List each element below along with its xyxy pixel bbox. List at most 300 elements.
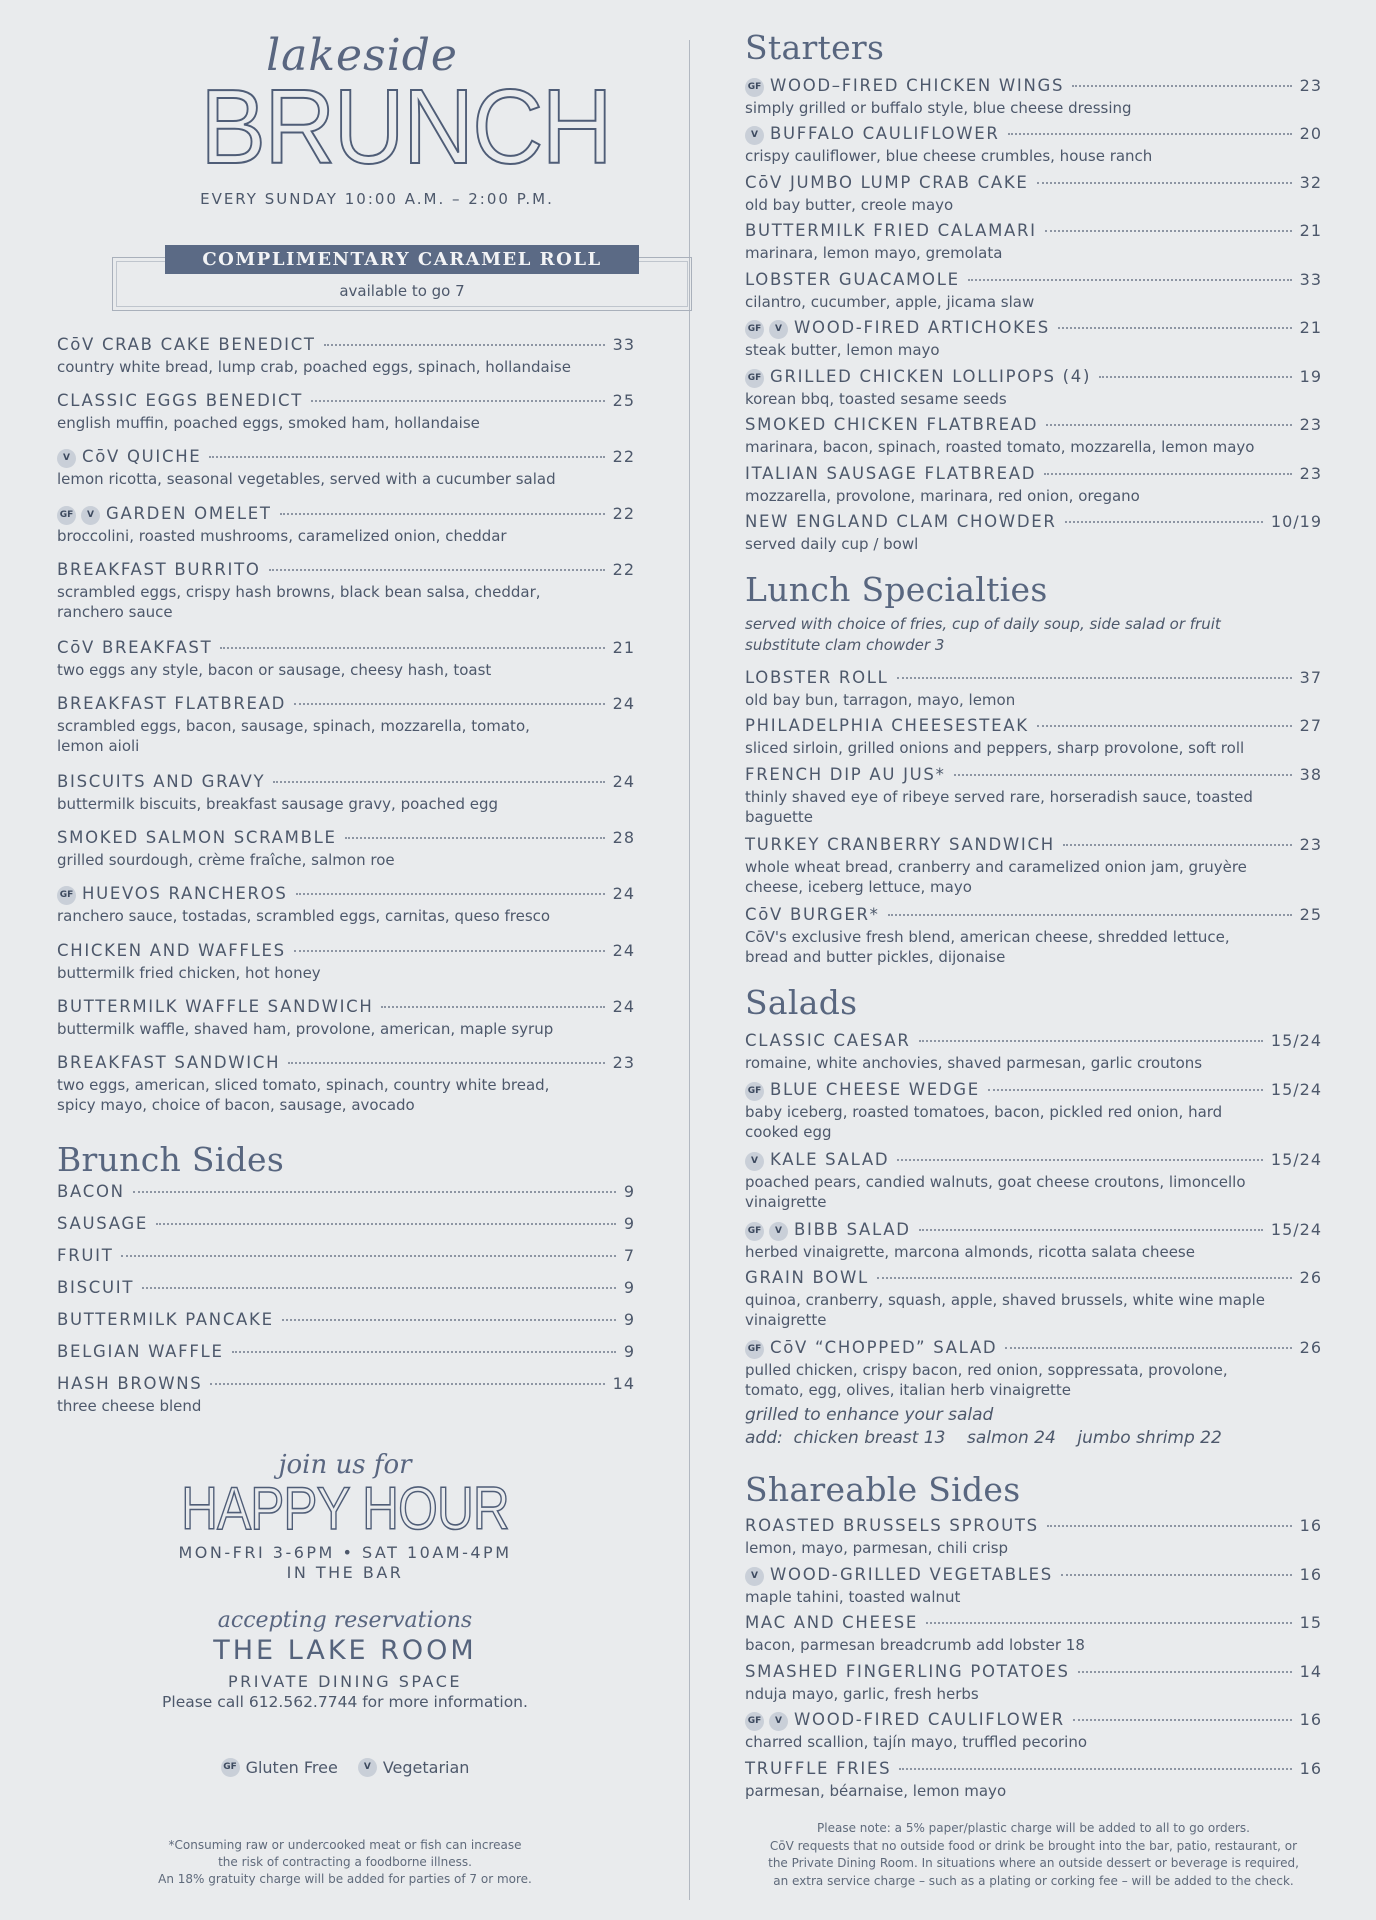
menu-item-hash-browns xyxy=(57,1374,635,1416)
menu-item-row xyxy=(745,835,1322,857)
menu-item-name: CōV BURGER* xyxy=(745,905,880,924)
menu-item-c-v-crab-cake-benedict xyxy=(57,335,635,377)
menu-item-price: 25 xyxy=(612,391,635,410)
menu-item-row xyxy=(745,1268,1322,1290)
menu-item-fruit xyxy=(57,1246,635,1268)
lunch-note: served with choice of fries, cup of daily soup, side salad or fruit substitute clam chowder 3 xyxy=(745,615,1221,654)
menu-item-biscuit xyxy=(57,1278,635,1300)
dot-leader xyxy=(210,1383,604,1385)
dietary-badges xyxy=(745,1342,764,1361)
menu-item-row xyxy=(745,124,1322,146)
menu-item-name: CōV “CHOPPED” SALAD xyxy=(770,1338,998,1357)
menu-item-name: HASH BROWNS xyxy=(57,1374,203,1393)
menu-item-name: BLUE CHEESE WEDGE xyxy=(770,1080,980,1099)
menu-item-row xyxy=(745,318,1322,340)
menu-item-row xyxy=(57,1053,635,1075)
dot-leader xyxy=(919,1040,1263,1042)
disclaimer-line: the Private Dining Room. In situations where an outside dessert or beverage is required, xyxy=(768,1856,1299,1870)
menu-item-price: 20 xyxy=(1299,124,1322,143)
dietary-badges xyxy=(745,1714,788,1733)
menu-item-row xyxy=(57,335,635,357)
menu-item-price: 23 xyxy=(1299,464,1322,483)
menu-item-description: grilled sourdough, crème fraîche, salmon roe xyxy=(57,851,395,869)
menu-item-price: 14 xyxy=(612,1374,635,1393)
gluten-free-icon: GF xyxy=(745,1340,764,1359)
menu-item-description: herbed vinaigrette, marcona almonds, ricotta salata cheese xyxy=(745,1243,1195,1261)
menu-item-row xyxy=(745,716,1322,738)
menu-item-name: SMOKED SALMON SCRAMBLE xyxy=(57,828,337,847)
menu-item-name: MAC AND CHEESE xyxy=(745,1613,919,1632)
menu-item-row xyxy=(745,1613,1322,1635)
dot-leader xyxy=(142,1287,616,1289)
dietary-badges xyxy=(745,1154,764,1173)
menu-item-price: 38 xyxy=(1299,765,1322,784)
dot-leader xyxy=(899,1768,1291,1770)
menu-item-description: scrambled eggs, crispy hash browns, black bean salsa, cheddar, ranchero sauce xyxy=(57,583,541,621)
gluten-free-icon: GF xyxy=(745,1222,764,1241)
menu-item-name: SMOKED CHICKEN FLATBREAD xyxy=(745,415,1039,434)
menu-item-row xyxy=(745,1220,1322,1242)
menu-item-grilled-chicken-lollipops-4 xyxy=(745,367,1322,409)
dot-leader xyxy=(273,781,604,783)
menu-item-price: 16 xyxy=(1299,1710,1322,1729)
menu-item-row xyxy=(745,1565,1322,1587)
gluten-free-icon: GF xyxy=(221,1758,240,1777)
menu-item-price: 32 xyxy=(1299,173,1322,192)
menu-item-price: 24 xyxy=(612,694,635,713)
menu-item-name: TRUFFLE FRIES xyxy=(745,1759,892,1778)
menu-item-price: 21 xyxy=(1299,221,1322,240)
menu-item-name: WOOD-FIRED CAULIFLOWER xyxy=(794,1710,1065,1729)
menu-item-row xyxy=(745,1080,1322,1102)
dietary-badges xyxy=(745,1569,764,1588)
menu-item-name: FRENCH DIP AU JUS* xyxy=(745,765,946,784)
menu-item-row xyxy=(57,560,635,582)
menu-item-description: buttermilk biscuits, breakfast sausage gravy, poached egg xyxy=(57,795,499,813)
menu-item-description: ranchero sauce, tostadas, scrambled eggs, carnitas, queso fresco xyxy=(57,907,551,925)
menu-item-huevos-rancheros xyxy=(57,884,635,926)
menu-item-price: 24 xyxy=(612,884,635,903)
menu-item-blue-cheese-wedge xyxy=(745,1080,1322,1142)
menu-item-description: broccolini, roasted mushrooms, caramelized onion, cheddar xyxy=(57,527,507,545)
menu-item-description: lemon, mayo, parmesan, chili crisp xyxy=(745,1539,1009,1557)
menu-item-row xyxy=(57,828,635,850)
menu-item-price: 9 xyxy=(623,1278,635,1297)
dot-leader xyxy=(1061,1574,1292,1576)
dot-leader xyxy=(897,1159,1263,1161)
menu-item-row xyxy=(57,447,635,469)
menu-item-price: 15/24 xyxy=(1270,1031,1322,1050)
menu-item-price: 23 xyxy=(1299,76,1322,95)
dot-leader xyxy=(288,1062,604,1064)
menu-item-price: 23 xyxy=(612,1053,635,1072)
dot-leader xyxy=(294,703,605,705)
menu-item-sausage xyxy=(57,1214,635,1236)
menu-item-name: TURKEY CRANBERRY SANDWICH xyxy=(745,835,1055,854)
menu-item-description: buttermilk fried chicken, hot honey xyxy=(57,964,321,982)
menu-item-description: two eggs any style, bacon or sausage, cheesy hash, toast xyxy=(57,661,492,679)
vegetarian-icon: V xyxy=(57,449,76,468)
menu-item-description: two eggs, american, sliced tomato, spinach, country white bread, spicy mayo, choice of bacon, sausage, avocado xyxy=(57,1076,550,1114)
menu-item-kale-salad xyxy=(745,1150,1322,1212)
menu-item-price: 9 xyxy=(623,1310,635,1329)
caramel-roll-box xyxy=(112,249,692,311)
menu-item-bibb-salad xyxy=(745,1220,1322,1262)
menu-item-description: baby iceberg, roasted tomatoes, bacon, pickled red onion, hard cooked egg xyxy=(745,1103,1223,1141)
dot-leader xyxy=(1065,521,1263,523)
dot-leader xyxy=(988,1089,1263,1091)
menu-item-name: BACON xyxy=(57,1182,125,1201)
menu-item-name: ITALIAN SAUSAGE FLATBREAD xyxy=(745,464,1037,483)
dietary-badges xyxy=(745,1224,788,1243)
dot-leader xyxy=(133,1191,616,1193)
vegetarian-icon: V xyxy=(769,320,788,339)
dot-leader xyxy=(345,837,605,839)
dot-leader xyxy=(968,279,1292,281)
disclaimer-line: An 18% gratuity charge will be added for parties of 7 or more. xyxy=(158,1872,532,1886)
menu-item-name: NEW ENGLAND CLAM CHOWDER xyxy=(745,512,1057,531)
section-title-brunch-sides: Brunch Sides xyxy=(57,1140,285,1179)
script-subtitle: lakeside xyxy=(266,30,458,81)
menu-item-wood-grilled-vegetables xyxy=(745,1565,1322,1607)
menu-item-row xyxy=(745,270,1322,292)
menu-item-name: BREAKFAST SANDWICH xyxy=(57,1053,281,1072)
menu-item-new-england-clam-chowder xyxy=(745,512,1322,554)
dot-leader xyxy=(877,1277,1292,1279)
dot-leader xyxy=(1045,230,1292,232)
caramel-roll-banner: COMPLIMENTARY CARAMEL ROLL xyxy=(165,245,639,274)
menu-item-row xyxy=(57,504,635,526)
menu-item-row xyxy=(745,221,1322,243)
menu-item-price: 24 xyxy=(612,772,635,791)
disclaimer-line: CōV requests that no outside food or drink be brought into the bar, patio, restaurant, or xyxy=(769,1838,1298,1853)
menu-item-c-v-quiche xyxy=(57,447,635,489)
menu-item-name: CōV JUMBO LUMP CRAB CAKE xyxy=(745,173,1029,192)
dot-leader xyxy=(1099,376,1291,378)
menu-item-biscuits-and-gravy xyxy=(57,772,635,814)
menu-item-breakfast-sandwich xyxy=(57,1053,635,1115)
menu-item-buttermilk-waffle-sandwich xyxy=(57,997,635,1039)
menu-item-description: poached pears, candied walnuts, goat cheese croutons, limoncello vinaigrette xyxy=(745,1173,1246,1211)
dot-leader xyxy=(1005,1347,1291,1349)
menu-item-description: simply grilled or buffalo style, blue cheese dressing xyxy=(745,99,1132,117)
menu-item-row xyxy=(57,772,635,794)
dot-leader xyxy=(888,914,1292,916)
caramel-roll-note: available to go 7 xyxy=(339,282,465,300)
menu-item-c-v-jumbo-lump-crab-cake xyxy=(745,173,1322,215)
menu-item-price: 15/24 xyxy=(1270,1150,1322,1169)
menu-item-price: 15/24 xyxy=(1270,1220,1322,1239)
menu-item-smashed-fingerling-potatoes xyxy=(745,1662,1322,1704)
menu-item-price: 33 xyxy=(612,335,635,354)
menu-item-roasted-brussels-sprouts xyxy=(745,1516,1322,1558)
menu-item-price: 21 xyxy=(1299,318,1322,337)
menu-item-wood-fired-chicken-wings xyxy=(745,76,1322,118)
menu-item-price: 26 xyxy=(1299,1268,1322,1287)
menu-item-price: 14 xyxy=(1299,1662,1322,1681)
menu-item-french-dip-au-jus xyxy=(745,765,1322,827)
menu-item-c-v-burger xyxy=(745,905,1322,967)
menu-item-row xyxy=(57,1342,635,1364)
menu-item-row xyxy=(745,905,1322,927)
disclaimer-line: the risk of contracting a foodborne illness. xyxy=(218,1855,472,1869)
dot-leader xyxy=(1072,85,1291,87)
menu-item-row xyxy=(745,367,1322,389)
gluten-free-icon: GF xyxy=(745,1712,764,1731)
happy-hour-title: HAPPY HOUR xyxy=(181,1475,509,1542)
menu-item-row xyxy=(57,694,635,716)
menu-item-price: 22 xyxy=(612,504,635,523)
menu-item-turkey-cranberry-sandwich xyxy=(745,835,1322,897)
section-title-starters: Starters xyxy=(745,28,885,67)
menu-item-description: whole wheat bread, cranberry and caramelized onion jam, gruyère cheese, iceberg lettuce, mayo xyxy=(745,858,1247,896)
menu-item-name: ROASTED BRUSSELS SPROUTS xyxy=(745,1516,1039,1535)
menu-item-price: 33 xyxy=(1299,270,1322,289)
menu-item-lobster-guacamole xyxy=(745,270,1322,312)
gluten-free-icon: GF xyxy=(57,506,76,525)
menu-item-buttermilk-fried-calamari xyxy=(745,221,1322,263)
dot-leader xyxy=(280,513,605,515)
vegetarian-label: Vegetarian xyxy=(382,1758,470,1777)
menu-item-name: BREAKFAST BURRITO xyxy=(57,560,261,579)
section-title-lunch: Lunch Specialties xyxy=(745,570,1048,609)
menu-item-row xyxy=(745,512,1322,534)
menu-item-bacon xyxy=(57,1182,635,1204)
menu-item-row xyxy=(57,1214,635,1236)
disclaimer-left xyxy=(100,1837,590,1888)
menu-item-price: 22 xyxy=(612,560,635,579)
dot-leader xyxy=(121,1255,615,1257)
menu-item-row xyxy=(745,1516,1322,1538)
vegetarian-icon: V xyxy=(769,1712,788,1731)
menu-item-description: quinoa, cranberry, squash, apple, shaved brussels, white wine maple vinaigrette xyxy=(745,1291,1265,1329)
dot-leader xyxy=(1078,1671,1292,1673)
dot-leader xyxy=(1063,844,1292,846)
column-divider xyxy=(689,40,690,1900)
happy-hour-script: join us for xyxy=(278,1450,412,1480)
menu-item-row xyxy=(57,638,635,660)
menu-item-row xyxy=(57,884,635,906)
salad-enhance-options: add: chicken breast 13 salmon 24 jumbo shrimp 22 xyxy=(745,1428,1222,1448)
dot-leader xyxy=(1008,133,1292,135)
menu-item-philadelphia-cheesesteak xyxy=(745,716,1322,758)
dot-leader xyxy=(926,1622,1292,1624)
menu-item-chicken-and-waffles xyxy=(57,941,635,983)
menu-item-price: 19 xyxy=(1299,367,1322,386)
menu-item-name: CLASSIC CAESAR xyxy=(745,1031,911,1050)
dot-leader xyxy=(1037,182,1292,184)
menu-item-name: GRILLED CHICKEN LOLLIPOPS (4) xyxy=(770,367,1092,386)
gluten-free-icon: GF xyxy=(745,1082,764,1101)
menu-item-price: 24 xyxy=(612,997,635,1016)
menu-item-price: 16 xyxy=(1299,1565,1322,1584)
disclaimer-line: Please note: a 5% paper/plastic charge will be added to all to go orders. xyxy=(817,1821,1250,1835)
lake-room-subtitle: PRIVATE DINING SPACE xyxy=(228,1672,462,1691)
dot-leader xyxy=(282,1319,616,1321)
menu-item-row xyxy=(57,1182,635,1204)
menu-item-description: steak butter, lemon mayo xyxy=(745,341,940,359)
menu-item-description: thinly shaved eye of ribeye served rare, horseradish sauce, toasted baguette xyxy=(745,788,1253,826)
brunch-hours: EVERY SUNDAY 10:00 A.M. – 2:00 P.M. xyxy=(200,190,554,208)
menu-item-row xyxy=(57,997,635,1019)
menu-item-price: 16 xyxy=(1299,1759,1322,1778)
disclaimer-line: *Consuming raw or undercooked meat or fish can increase xyxy=(168,1838,522,1852)
menu-item-name: LOBSTER ROLL xyxy=(745,668,889,687)
dot-leader xyxy=(232,1351,616,1353)
dot-leader xyxy=(919,1229,1263,1231)
menu-item-garden-omelet xyxy=(57,504,635,546)
menu-item-name: CLASSIC EGGS BENEDICT xyxy=(57,391,304,410)
menu-item-row xyxy=(745,76,1322,98)
dot-leader xyxy=(324,344,605,346)
menu-item-price: 25 xyxy=(1299,905,1322,924)
menu-item-description: parmesan, béarnaise, lemon mayo xyxy=(745,1782,1007,1800)
menu-item-description: served daily cup / bowl xyxy=(745,535,919,553)
dot-leader xyxy=(1037,725,1292,727)
menu-item-row xyxy=(57,1310,635,1332)
menu-item-row xyxy=(745,668,1322,690)
menu-item-row xyxy=(745,173,1322,195)
menu-item-description: old bay butter, creole mayo xyxy=(745,196,954,214)
dot-leader xyxy=(1073,1719,1292,1721)
menu-item-price: 26 xyxy=(1299,1338,1322,1357)
vegetarian-icon: V xyxy=(745,1152,764,1171)
menu-item-name: LOBSTER GUACAMOLE xyxy=(745,270,960,289)
menu-item-row xyxy=(57,1246,635,1268)
menu-item-price: 22 xyxy=(612,447,635,466)
menu-item-wood-fired-cauliflower xyxy=(745,1710,1322,1752)
menu-item-name: CHICKEN AND WAFFLES xyxy=(57,941,286,960)
menu-item-name: BIBB SALAD xyxy=(794,1220,911,1239)
lake-room-phone: Please call 612.562.7744 for more information. xyxy=(162,1693,528,1711)
menu-item-classic-caesar xyxy=(745,1031,1322,1073)
menu-item-truffle-fries xyxy=(745,1759,1322,1801)
dietary-badges xyxy=(745,1084,764,1103)
menu-item-description: country white bread, lump crab, poached eggs, spinach, hollandaise xyxy=(57,358,571,376)
menu-item-description: mozzarella, provolone, marinara, red onion, oregano xyxy=(745,487,1140,505)
menu-item-name: FRUIT xyxy=(57,1246,114,1265)
menu-item-name: CōV CRAB CAKE BENEDICT xyxy=(57,335,316,354)
dietary-legend xyxy=(190,1758,500,1777)
dot-leader xyxy=(1046,424,1291,426)
menu-item-price: 9 xyxy=(623,1214,635,1233)
dot-leader xyxy=(294,950,605,952)
menu-item-price: 37 xyxy=(1299,668,1322,687)
menu-item-name: WOOD-FIRED ARTICHOKES xyxy=(794,318,1050,337)
menu-item-name: GARDEN OMELET xyxy=(106,504,272,523)
menu-item-italian-sausage-flatbread xyxy=(745,464,1322,506)
reservations-script: accepting reservations xyxy=(217,1608,473,1633)
menu-item-price: 24 xyxy=(612,941,635,960)
menu-item-description: marinara, bacon, spinach, roasted tomato, mozzarella, lemon mayo xyxy=(745,438,1255,456)
menu-item-name: BUTTERMILK WAFFLE SANDWICH xyxy=(57,997,374,1016)
menu-item-price: 27 xyxy=(1299,716,1322,735)
menu-item-description: CōV's exclusive fresh blend, american cheese, shredded lettuce, bread and butter pickles, dijonaise xyxy=(745,928,1230,966)
menu-item-row xyxy=(57,1374,635,1396)
menu-item-lobster-roll xyxy=(745,668,1322,710)
menu-item-c-v-breakfast xyxy=(57,638,635,680)
menu-item-row xyxy=(745,1710,1322,1732)
salad-enhance-title: grilled to enhance your salad xyxy=(745,1405,994,1425)
menu-item-smoked-salmon-scramble xyxy=(57,828,635,870)
menu-item-name: BELGIAN WAFFLE xyxy=(57,1342,224,1361)
menu-item-row xyxy=(745,415,1322,437)
gluten-free-icon: GF xyxy=(57,886,76,905)
menu-item-description: marinara, lemon mayo, gremolata xyxy=(745,244,1003,262)
menu-item-description: korean bbq, toasted sesame seeds xyxy=(745,390,1007,408)
dot-leader xyxy=(209,456,604,458)
dietary-badges xyxy=(57,888,76,907)
menu-item-description: scrambled eggs, bacon, sausage, spinach, mozzarella, tomato, lemon aioli xyxy=(57,717,530,755)
disclaimer-right xyxy=(745,1820,1322,1890)
menu-item-row xyxy=(57,1278,635,1300)
menu-item-grain-bowl xyxy=(745,1268,1322,1330)
menu-item-description: sliced sirloin, grilled onions and peppers, sharp provolone, soft roll xyxy=(745,739,1245,757)
menu-item-name: SAUSAGE xyxy=(57,1214,149,1233)
menu-item-price: 9 xyxy=(623,1182,635,1201)
menu-item-name: WOOD–FIRED CHICKEN WINGS xyxy=(770,76,1065,95)
vegetarian-icon: V xyxy=(745,126,764,145)
menu-item-row xyxy=(57,391,635,413)
menu-item-name: BISCUITS AND GRAVY xyxy=(57,772,266,791)
menu-item-price: 23 xyxy=(1299,835,1322,854)
lake-room-title: THE LAKE ROOM xyxy=(213,1635,477,1666)
menu-item-smoked-chicken-flatbread xyxy=(745,415,1322,457)
menu-item-row xyxy=(745,464,1322,486)
dot-leader xyxy=(1058,327,1292,329)
menu-item-row xyxy=(57,941,635,963)
menu-item-description: buttermilk waffle, shaved ham, provolone, american, maple syrup xyxy=(57,1020,554,1038)
menu-item-description: nduja mayo, garlic, fresh herbs xyxy=(745,1685,979,1703)
happy-hour-days: MON-FRI 3-6PM • SAT 10AM-4PM xyxy=(178,1543,512,1562)
dietary-badges xyxy=(57,451,76,470)
gluten-free-icon: GF xyxy=(745,320,764,339)
disclaimer-line: an extra service charge – such as a plating or corking fee – will be added to the check. xyxy=(773,1873,1294,1888)
menu-item-classic-eggs-benedict xyxy=(57,391,635,433)
menu-item-name: PHILADELPHIA CHEESESTEAK xyxy=(745,716,1029,735)
dot-leader xyxy=(897,677,1292,679)
menu-item-mac-and-cheese xyxy=(745,1613,1322,1655)
menu-item-row xyxy=(745,1338,1322,1360)
menu-item-description: cilantro, cucumber, apple, jicama slaw xyxy=(745,293,1035,311)
dietary-badges xyxy=(745,128,764,147)
gluten-free-icon: GF xyxy=(745,369,764,388)
menu-item-row xyxy=(745,1031,1322,1053)
menu-item-breakfast-burrito xyxy=(57,560,635,622)
menu-item-name: CōV BREAKFAST xyxy=(57,638,213,657)
menu-item-name: KALE SALAD xyxy=(770,1150,890,1169)
menu-item-row xyxy=(745,1759,1322,1781)
dot-leader xyxy=(156,1223,616,1225)
dot-leader xyxy=(1044,473,1292,475)
menu-item-price: 10/19 xyxy=(1270,512,1322,531)
dot-leader xyxy=(296,893,605,895)
dot-leader xyxy=(954,774,1292,776)
menu-item-row xyxy=(745,765,1322,787)
dot-leader xyxy=(311,400,605,402)
dot-leader xyxy=(381,1006,604,1008)
menu-item-description: bacon, parmesan breadcrumb add lobster 18 xyxy=(745,1636,1085,1654)
menu-item-name: HUEVOS RANCHEROS xyxy=(82,884,288,903)
menu-item-description: romaine, white anchovies, shaved parmesan, garlic croutons xyxy=(745,1054,1203,1072)
menu-item-description: lemon ricotta, seasonal vegetables, served with a cucumber salad xyxy=(57,470,556,488)
menu-item-name: CōV QUICHE xyxy=(82,447,202,466)
page-title: BRUNCH xyxy=(200,68,611,186)
dietary-badges xyxy=(745,371,764,390)
menu-item-price: 28 xyxy=(612,828,635,847)
dot-leader xyxy=(269,569,605,571)
gluten-free-label: Gluten Free xyxy=(245,1758,338,1777)
